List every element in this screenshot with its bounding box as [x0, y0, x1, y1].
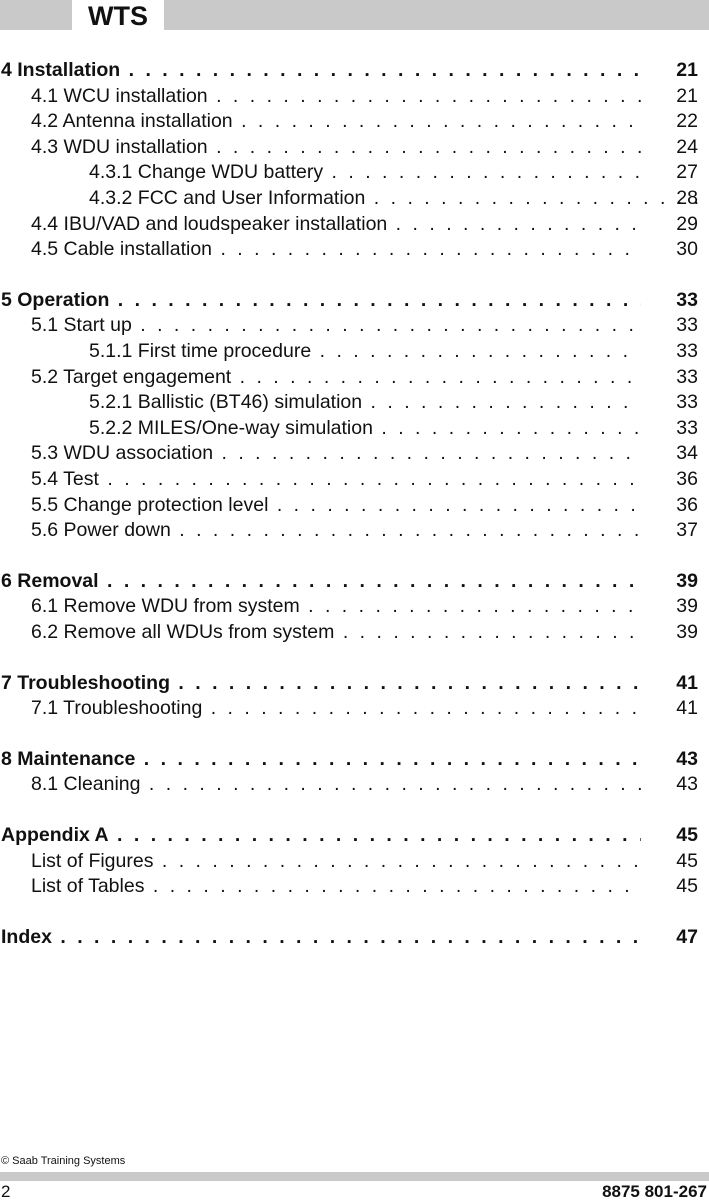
- toc-entry[interactable]: [0, 159, 709, 185]
- toc-entry[interactable]: [0, 83, 709, 109]
- toc-entry-title: 6 Removal . . .: [1, 568, 641, 594]
- toc-entry-title: 6.2 Remove all WDUs from system . . .: [31, 619, 641, 645]
- toc-entry-title: 7.1 Troubleshooting . . .: [31, 695, 641, 721]
- toc-entry[interactable]: [0, 517, 709, 543]
- toc-entry-page: 45: [676, 824, 698, 846]
- toc-entry[interactable]: [0, 670, 709, 696]
- toc-entry-page: 36: [676, 493, 698, 516]
- toc-entry[interactable]: [0, 134, 709, 160]
- toc-entry-title: Appendix A . . .: [1, 822, 641, 848]
- toc-entry-page: 45: [676, 849, 698, 872]
- toc-entry[interactable]: [0, 771, 709, 797]
- toc-entry-page: 29: [676, 212, 698, 235]
- toc-entry-page: 43: [676, 773, 698, 796]
- toc-entry-page: 47: [676, 925, 698, 948]
- toc-entry-title: 4 Installation . . .: [1, 57, 641, 83]
- toc-entry-title: List of Figures . . .: [31, 848, 641, 874]
- toc-entry[interactable]: [0, 873, 709, 899]
- toc-entry-page: 22: [676, 110, 698, 133]
- toc-entry[interactable]: [0, 466, 709, 492]
- toc-entry[interactable]: [0, 389, 709, 415]
- toc-entry-title: Index . . .: [1, 924, 641, 950]
- toc-entry-title: 4.4 IBU/VAD and loudspeaker installation . . .: [31, 211, 641, 237]
- toc-entry-page: 33: [676, 314, 698, 337]
- toc-entry[interactable]: [0, 848, 709, 874]
- toc-entry[interactable]: [0, 440, 709, 466]
- toc-entry-title: 4.1 WCU installation . . .: [31, 83, 641, 109]
- toc-entry[interactable]: [0, 924, 709, 950]
- toc-entry-title: 5.1 Start up . . .: [31, 312, 641, 338]
- toc-entry[interactable]: [0, 593, 709, 619]
- toc-entry-title: 8 Maintenance . . .: [1, 746, 641, 772]
- toc-entry-page: 24: [676, 135, 698, 158]
- toc-entry-page: 45: [676, 875, 698, 898]
- toc-entry[interactable]: [0, 338, 709, 364]
- toc-entry[interactable]: [0, 695, 709, 721]
- document-number: 8875 801-267: [602, 1182, 707, 1200]
- toc-entry-title: 7 Troubleshooting . . .: [1, 670, 641, 696]
- toc-entry[interactable]: [0, 108, 709, 134]
- toc-entry[interactable]: [0, 492, 709, 518]
- header-bar-left: [0, 0, 72, 30]
- toc-entry[interactable]: [0, 236, 709, 262]
- toc-entry-page: 37: [676, 519, 698, 542]
- toc-entry[interactable]: [0, 287, 709, 313]
- toc-entry-page: 28: [676, 187, 698, 209]
- toc-entry-page: 41: [676, 671, 698, 694]
- toc-entry[interactable]: [0, 415, 709, 441]
- toc-entry[interactable]: [0, 619, 709, 645]
- toc-entry-title: 5.2 Target engagement . . .: [31, 364, 641, 390]
- header-logo: WTS: [72, 0, 164, 32]
- toc-entry-title: 5.2.2 MILES/One-way simulation . . .: [89, 415, 641, 441]
- toc-entry-title: 5.1.1 First time procedure . . .: [89, 338, 641, 364]
- toc-entry-page: 33: [676, 288, 698, 311]
- toc-entry[interactable]: [0, 822, 709, 848]
- toc-entry-page: 30: [676, 238, 698, 261]
- toc-entry-page: 43: [676, 747, 698, 770]
- toc-entry-page: 34: [676, 442, 698, 465]
- toc-entry[interactable]: [0, 211, 709, 237]
- toc-entry-page: 33: [676, 340, 698, 362]
- toc-entry[interactable]: [0, 312, 709, 338]
- footer-bar: [0, 1172, 709, 1181]
- toc-entry-page: 39: [676, 621, 698, 643]
- header-bar-right: [164, 0, 709, 30]
- toc-entry-title: 4.2 Antenna installation . . .: [31, 108, 641, 134]
- toc-entry-title: 5.2.1 Ballistic (BT46) simulation . . .: [89, 389, 641, 415]
- toc-entry-title: 5.5 Change protection level . . .: [31, 492, 641, 518]
- toc-entry-title: 5.4 Test . . .: [31, 466, 641, 492]
- toc-entry-title: 4.3.1 Change WDU battery . . .: [89, 159, 641, 185]
- toc-entry-title: 5 Operation . . .: [1, 287, 641, 313]
- toc-entry-title: 4.3 WDU installation . . .: [31, 134, 641, 160]
- toc-entry-title: 5.3 WDU association . . .: [31, 440, 641, 466]
- toc-entry-title: 5.6 Power down . . .: [31, 517, 641, 543]
- toc-entry-page: 33: [676, 416, 698, 439]
- toc-entry-page: 36: [676, 468, 698, 490]
- toc-entry-page: 21: [676, 59, 698, 81]
- toc-entry[interactable]: [0, 568, 709, 594]
- toc-entry-page: 21: [676, 84, 698, 107]
- toc-entry-title: 4.3.2 FCC and User Information . . .: [89, 185, 699, 211]
- toc-entry-title: List of Tables . . .: [31, 873, 641, 899]
- toc-entry[interactable]: [0, 364, 709, 390]
- copyright-notice: © Saab Training Systems: [1, 1155, 126, 1167]
- page-number: 2: [1, 1182, 11, 1200]
- toc-entry[interactable]: [0, 57, 709, 83]
- toc-entry-page: 39: [676, 569, 698, 592]
- toc-entry-page: 39: [676, 595, 698, 618]
- toc-entry[interactable]: [0, 746, 709, 772]
- toc-entry[interactable]: [0, 185, 709, 211]
- toc-entry-title: 4.5 Cable installation . . .: [31, 236, 641, 262]
- toc-entry-page: 33: [676, 365, 698, 388]
- toc-entry-page: 33: [676, 391, 698, 414]
- toc-entry-title: 8.1 Cleaning . . .: [31, 771, 641, 797]
- toc-entry-title: 6.1 Remove WDU from system . . .: [31, 593, 641, 619]
- toc-entry-page: 41: [676, 697, 698, 720]
- toc-entry-page: 27: [676, 161, 698, 184]
